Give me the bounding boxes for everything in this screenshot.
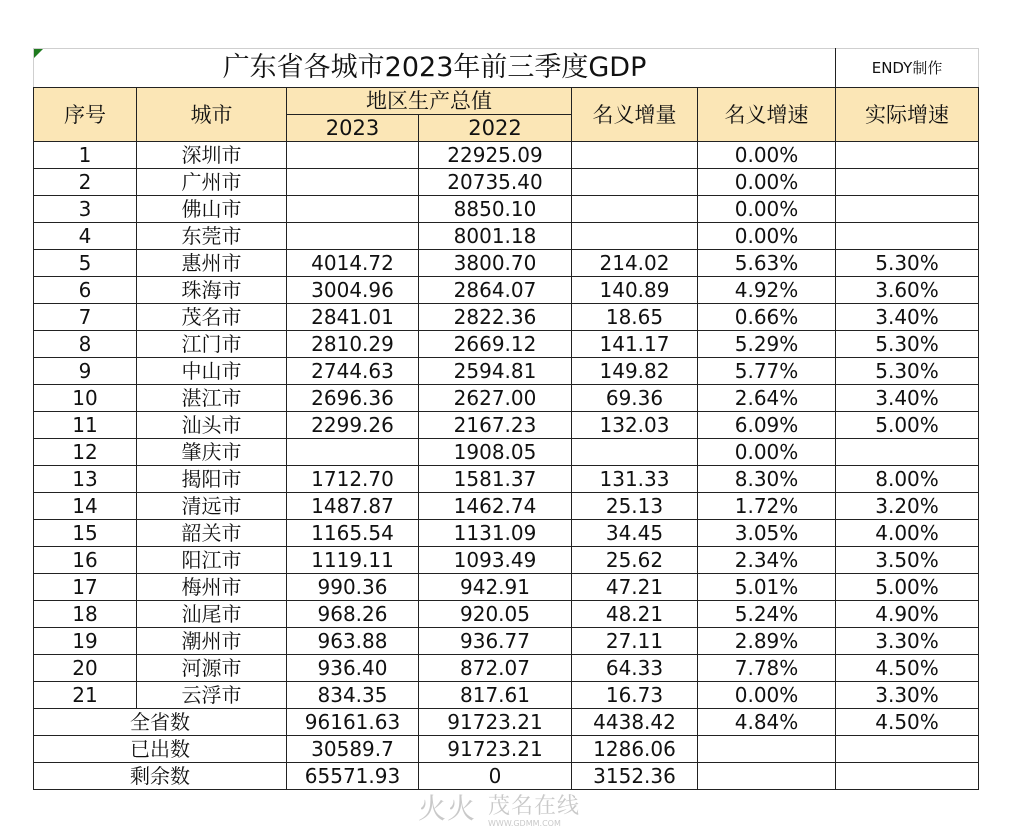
gdp-table-sheet [33,48,978,790]
row-gdp-2022: 2864.07 [419,277,572,304]
row-nominal-growth: 5.29% [698,331,836,358]
row-real-growth: 5.30% [836,331,979,358]
row-nominal-increase: 25.62 [572,547,698,574]
row-nominal-increase: 48.21 [572,601,698,628]
summary-gdp-2023: 65571.93 [287,763,419,790]
row-real-growth [836,439,979,466]
row-real-growth: 5.30% [836,250,979,277]
header-row-1 [34,88,979,115]
row-gdp-2022: 2627.00 [419,385,572,412]
table-row [34,682,979,709]
row-nominal-increase [572,223,698,250]
row-real-growth: 3.30% [836,682,979,709]
row-gdp-2022: 1131.09 [419,520,572,547]
summary-real-growth [836,736,979,763]
row-gdp-2022: 2594.81 [419,358,572,385]
row-gdp-2023: 2299.26 [287,412,419,439]
row-index: 6 [34,277,137,304]
row-gdp-2023: 4014.72 [287,250,419,277]
row-real-growth [836,169,979,196]
row-city: 惠州市 [137,250,287,277]
row-gdp-2023: 936.40 [287,655,419,682]
row-nominal-growth: 8.30% [698,466,836,493]
row-city: 东莞市 [137,223,287,250]
gdp-table [33,48,979,790]
row-gdp-2023: 990.36 [287,574,419,601]
row-gdp-2023: 2696.36 [287,385,419,412]
row-gdp-2023: 1712.70 [287,466,419,493]
row-nominal-growth: 5.63% [698,250,836,277]
summary-gdp-2022: 91723.21 [419,709,572,736]
row-gdp-2022: 920.05 [419,601,572,628]
row-gdp-2022: 22925.09 [419,142,572,169]
row-gdp-2022: 2167.23 [419,412,572,439]
table-row [34,169,979,196]
header-city: 城市 [137,88,287,142]
summary-label: 全省数 [34,709,287,736]
row-real-growth: 3.40% [836,304,979,331]
row-nominal-increase: 18.65 [572,304,698,331]
row-gdp-2023 [287,439,419,466]
row-city: 珠海市 [137,277,287,304]
row-nominal-growth: 7.78% [698,655,836,682]
row-gdp-2023: 834.35 [287,682,419,709]
row-nominal-increase: 69.36 [572,385,698,412]
table-row [34,223,979,250]
table-row [34,547,979,574]
table-row [34,196,979,223]
table-row [34,574,979,601]
row-gdp-2023: 1487.87 [287,493,419,520]
row-city: 清远市 [137,493,287,520]
row-nominal-increase: 131.33 [572,466,698,493]
row-real-growth [836,223,979,250]
summary-gdp-2023: 96161.63 [287,709,419,736]
row-real-growth: 3.60% [836,277,979,304]
row-nominal-increase: 25.13 [572,493,698,520]
row-nominal-increase: 141.17 [572,331,698,358]
row-index: 21 [34,682,137,709]
row-nominal-increase: 214.02 [572,250,698,277]
header-nominal-growth: 名义增速 [698,88,836,142]
row-gdp-2023: 1119.11 [287,547,419,574]
row-nominal-growth: 5.77% [698,358,836,385]
row-gdp-2022: 20735.40 [419,169,572,196]
row-nominal-increase: 149.82 [572,358,698,385]
summary-gdp-2022: 91723.21 [419,736,572,763]
row-gdp-2023: 968.26 [287,601,419,628]
row-gdp-2022: 3800.70 [419,250,572,277]
row-index: 13 [34,466,137,493]
row-index: 17 [34,574,137,601]
row-city: 汕头市 [137,412,287,439]
table-row [34,142,979,169]
summary-real-growth [836,763,979,790]
row-gdp-2022: 8001.18 [419,223,572,250]
row-city: 广州市 [137,169,287,196]
table-row [34,466,979,493]
row-gdp-2022: 942.91 [419,574,572,601]
row-nominal-growth: 0.00% [698,223,836,250]
row-gdp-2023 [287,223,419,250]
row-city: 汕尾市 [137,601,287,628]
row-nominal-increase: 64.33 [572,655,698,682]
row-nominal-increase: 16.73 [572,682,698,709]
table-row [34,601,979,628]
row-city: 深圳市 [137,142,287,169]
row-city: 肇庆市 [137,439,287,466]
summary-nominal-growth [698,736,836,763]
page-title: 广东省各城市2023年前三季度GDP [34,49,836,88]
row-index: 3 [34,196,137,223]
row-gdp-2022: 1908.05 [419,439,572,466]
summary-nominal-increase: 4438.42 [572,709,698,736]
row-city: 江门市 [137,331,287,358]
summary-nominal-increase: 1286.06 [572,736,698,763]
watermark-logo: 火火 [418,792,477,825]
row-gdp-2023: 2744.63 [287,358,419,385]
table-row [34,628,979,655]
table-row [34,358,979,385]
row-gdp-2022: 817.61 [419,682,572,709]
header-index: 序号 [34,88,137,142]
table-row [34,493,979,520]
row-nominal-increase [572,196,698,223]
row-index: 7 [34,304,137,331]
row-nominal-growth: 0.00% [698,142,836,169]
table-row [34,439,979,466]
summary-real-growth: 4.50% [836,709,979,736]
row-nominal-growth: 6.09% [698,412,836,439]
row-city: 梅州市 [137,574,287,601]
table-row [34,304,979,331]
row-index: 4 [34,223,137,250]
row-nominal-growth: 2.89% [698,628,836,655]
row-real-growth: 4.90% [836,601,979,628]
row-nominal-growth: 0.00% [698,682,836,709]
row-city: 河源市 [137,655,287,682]
row-city: 云浮市 [137,682,287,709]
row-city: 湛江市 [137,385,287,412]
row-nominal-increase: 132.03 [572,412,698,439]
row-real-growth [836,142,979,169]
table-row [34,385,979,412]
row-gdp-2022: 2822.36 [419,304,572,331]
row-gdp-2023: 963.88 [287,628,419,655]
row-nominal-growth: 1.72% [698,493,836,520]
row-nominal-increase [572,142,698,169]
header-year-2023: 2023 [287,115,419,142]
summary-row [34,763,979,790]
row-index: 14 [34,493,137,520]
row-city: 潮州市 [137,628,287,655]
summary-label: 剩余数 [34,763,287,790]
row-gdp-2022: 8850.10 [419,196,572,223]
row-city: 茂名市 [137,304,287,331]
header-nominal-increase: 名义增量 [572,88,698,142]
row-real-growth: 4.00% [836,520,979,547]
row-nominal-increase: 34.45 [572,520,698,547]
row-real-growth: 4.50% [836,655,979,682]
row-gdp-2023: 1165.54 [287,520,419,547]
table-row [34,277,979,304]
row-real-growth: 5.00% [836,574,979,601]
row-index: 10 [34,385,137,412]
row-gdp-2022: 1093.49 [419,547,572,574]
row-index: 16 [34,547,137,574]
table-row [34,250,979,277]
watermark [418,793,618,833]
table-row [34,655,979,682]
row-real-growth: 3.30% [836,628,979,655]
row-nominal-increase: 140.89 [572,277,698,304]
watermark-url: WWW.GDMM.COM [488,819,561,828]
table-row [34,520,979,547]
row-nominal-increase [572,169,698,196]
header-real-growth: 实际增速 [836,88,979,142]
header-gdp-group: 地区生产总值 [287,88,572,115]
row-index: 9 [34,358,137,385]
row-city: 中山市 [137,358,287,385]
row-nominal-growth: 0.00% [698,196,836,223]
row-real-growth: 3.40% [836,385,979,412]
table-row [34,331,979,358]
row-gdp-2022: 1462.74 [419,493,572,520]
row-gdp-2023 [287,196,419,223]
row-index: 19 [34,628,137,655]
table-row [34,412,979,439]
row-city: 阳江市 [137,547,287,574]
row-gdp-2023: 2841.01 [287,304,419,331]
row-real-growth [836,196,979,223]
summary-row [34,736,979,763]
summary-nominal-increase: 3152.36 [572,763,698,790]
row-real-growth: 5.30% [836,358,979,385]
row-gdp-2023: 2810.29 [287,331,419,358]
row-index: 12 [34,439,137,466]
row-index: 20 [34,655,137,682]
row-gdp-2023: 3004.96 [287,277,419,304]
row-nominal-growth: 0.00% [698,169,836,196]
row-gdp-2022: 936.77 [419,628,572,655]
summary-label: 已出数 [34,736,287,763]
row-nominal-growth: 4.92% [698,277,836,304]
row-real-growth: 5.00% [836,412,979,439]
header-year-2022: 2022 [419,115,572,142]
row-gdp-2022: 2669.12 [419,331,572,358]
row-index: 2 [34,169,137,196]
row-real-growth: 8.00% [836,466,979,493]
summary-nominal-growth: 4.84% [698,709,836,736]
row-index: 18 [34,601,137,628]
row-gdp-2023 [287,142,419,169]
row-nominal-growth: 2.64% [698,385,836,412]
author-credit: ENDY制作 [836,49,979,88]
row-real-growth: 3.50% [836,547,979,574]
row-nominal-growth: 0.66% [698,304,836,331]
row-index: 8 [34,331,137,358]
row-gdp-2022: 872.07 [419,655,572,682]
row-index: 1 [34,142,137,169]
watermark-text: 茂名在线 [488,794,581,819]
row-index: 11 [34,412,137,439]
row-nominal-growth: 0.00% [698,439,836,466]
row-nominal-growth: 5.24% [698,601,836,628]
row-index: 15 [34,520,137,547]
row-nominal-growth: 3.05% [698,520,836,547]
title-row [34,49,979,88]
summary-row [34,709,979,736]
row-gdp-2023 [287,169,419,196]
summary-gdp-2023: 30589.7 [287,736,419,763]
row-city: 揭阳市 [137,466,287,493]
row-index: 5 [34,250,137,277]
row-real-growth: 3.20% [836,493,979,520]
row-nominal-increase: 27.11 [572,628,698,655]
row-city: 佛山市 [137,196,287,223]
row-nominal-increase [572,439,698,466]
row-gdp-2022: 1581.37 [419,466,572,493]
summary-nominal-growth [698,763,836,790]
row-nominal-increase: 47.21 [572,574,698,601]
row-nominal-growth: 2.34% [698,547,836,574]
row-nominal-growth: 5.01% [698,574,836,601]
summary-gdp-2022: 0 [419,763,572,790]
row-city: 韶关市 [137,520,287,547]
